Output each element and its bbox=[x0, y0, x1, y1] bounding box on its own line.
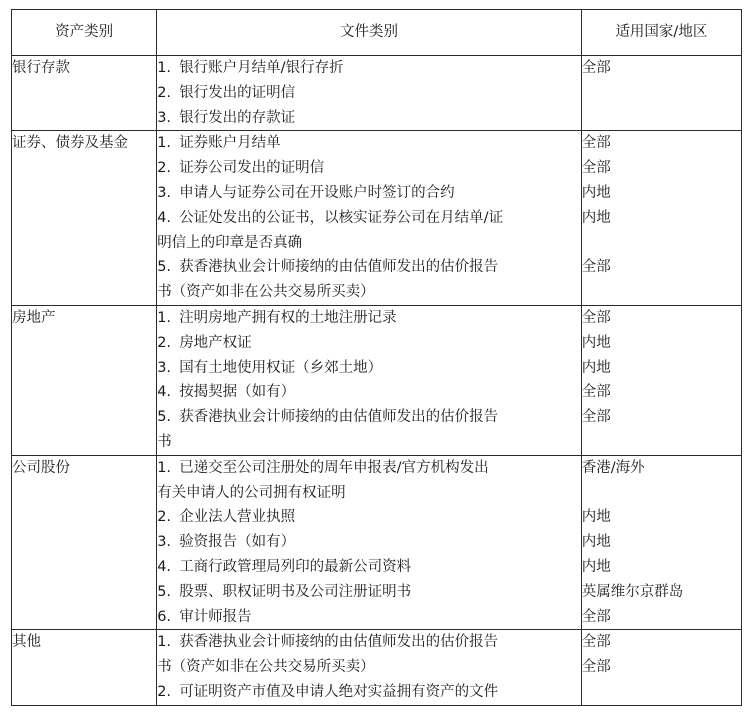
item-text: 银行发出的证明信 bbox=[179, 84, 296, 101]
item-number: 4. bbox=[157, 384, 172, 401]
item-number: 3. bbox=[157, 534, 172, 551]
region-value: 内地 bbox=[581, 359, 611, 376]
item-text-continuation: 书（资产如非在公共交易所买卖） bbox=[157, 659, 375, 676]
document-item bbox=[157, 605, 581, 630]
document-item bbox=[157, 356, 581, 381]
item-number: 1. bbox=[157, 309, 172, 326]
region-value: 全部 bbox=[581, 135, 611, 152]
item-number: 1. bbox=[157, 459, 172, 476]
document-item bbox=[157, 405, 581, 430]
header-asset-category: 资产类别 bbox=[12, 10, 157, 56]
item-text-continuation: 明信上的印章是否真确 bbox=[157, 234, 303, 251]
item-text: 注明房地产拥有权的土地注册记录 bbox=[179, 309, 397, 326]
applicable-region-cell bbox=[581, 305, 741, 455]
item-text-continuation: 书 bbox=[157, 433, 172, 450]
document-item bbox=[157, 580, 581, 605]
item-text: 已递交至公司注册处的周年申报表/官方机构发出 bbox=[179, 459, 489, 476]
item-number: 2. bbox=[157, 160, 172, 177]
item-text: 验资报告（如有） bbox=[179, 534, 296, 551]
item-number: 3. bbox=[157, 359, 172, 376]
table-row bbox=[12, 455, 742, 630]
document-list-cell bbox=[157, 56, 582, 131]
item-number: 3. bbox=[157, 184, 172, 201]
asset-documents-table bbox=[11, 9, 742, 706]
document-item bbox=[157, 106, 581, 131]
region-value: 内地 bbox=[581, 334, 611, 351]
document-item bbox=[157, 81, 581, 106]
region-value: 全部 bbox=[581, 384, 611, 401]
document-item bbox=[157, 156, 581, 181]
region-value: 全部 bbox=[581, 608, 611, 625]
applicable-region-cell bbox=[581, 455, 741, 630]
item-number: 2. bbox=[157, 334, 172, 351]
region-value: 内地 bbox=[581, 209, 611, 226]
document-list-cell bbox=[157, 630, 582, 705]
table-row bbox=[12, 305, 742, 455]
region-value: 香港/海外 bbox=[581, 459, 645, 476]
table-row bbox=[12, 131, 742, 306]
applicable-region-cell bbox=[581, 56, 741, 131]
region-value bbox=[582, 481, 741, 506]
item-text: 获香港执业会计师接纳的由估值师发出的估价报告 bbox=[179, 634, 499, 651]
item-text: 银行账户月结单/银行存折 bbox=[179, 60, 344, 76]
asset-category-cell: 房地产 bbox=[12, 305, 157, 455]
region-value: 内地 bbox=[581, 534, 611, 551]
item-text: 证券公司发出的证明信 bbox=[179, 160, 325, 177]
item-text-continuation: 有关申请人的公司拥有权证明 bbox=[157, 484, 346, 501]
item-number: 5. bbox=[157, 259, 172, 276]
table-row bbox=[12, 56, 742, 131]
document-item bbox=[157, 255, 581, 280]
item-number: 5. bbox=[157, 409, 172, 426]
applicable-region-cell bbox=[581, 630, 741, 705]
document-item bbox=[157, 206, 581, 231]
item-number: 1. bbox=[157, 634, 172, 651]
region-value bbox=[582, 231, 741, 256]
document-item bbox=[157, 56, 581, 81]
document-list-cell bbox=[157, 455, 582, 630]
region-value: 全部 bbox=[581, 259, 611, 276]
item-text: 企业法人营业执照 bbox=[179, 509, 296, 526]
document-item bbox=[157, 530, 581, 555]
item-number: 3. bbox=[157, 109, 172, 126]
asset-category-cell: 公司股份 bbox=[12, 455, 157, 630]
document-item bbox=[157, 131, 581, 156]
item-text: 可证明资产市值及申请人绝对实益拥有资产的文件 bbox=[179, 683, 499, 700]
document-item bbox=[157, 306, 581, 331]
item-number: 1. bbox=[157, 135, 172, 152]
item-text: 公证处发出的公证书，以核实证券公司在月结单/证 bbox=[179, 209, 504, 226]
item-text: 获香港执业会计师接纳的由估值师发出的估价报告 bbox=[179, 259, 499, 276]
region-value: 全部 bbox=[581, 309, 611, 326]
item-number: 4. bbox=[157, 558, 172, 575]
document-list-cell bbox=[157, 131, 582, 306]
item-text-continuation: 书（资产如非在公共交易所买卖） bbox=[157, 284, 375, 301]
document-item bbox=[157, 505, 581, 530]
item-number: 4. bbox=[157, 209, 172, 226]
document-item bbox=[157, 630, 581, 655]
item-number: 6. bbox=[157, 608, 172, 625]
item-number: 5. bbox=[157, 583, 172, 600]
region-value: 全部 bbox=[581, 409, 611, 426]
item-text: 银行发出的存款证 bbox=[179, 109, 296, 126]
asset-category-cell: 证券、债券及基金 bbox=[12, 131, 157, 306]
item-text: 审计师报告 bbox=[179, 608, 252, 625]
document-item bbox=[157, 680, 581, 705]
item-text: 房地产权证 bbox=[179, 334, 252, 351]
item-text: 工商行政管理局列印的最新公司资料 bbox=[179, 558, 412, 575]
region-value: 内地 bbox=[581, 509, 611, 526]
region-value: 全部 bbox=[581, 659, 611, 676]
item-text: 按揭契据（如有） bbox=[179, 384, 296, 401]
document-item bbox=[157, 331, 581, 356]
document-item bbox=[157, 380, 581, 405]
region-value: 内地 bbox=[581, 184, 611, 201]
region-value: 内地 bbox=[581, 558, 611, 575]
asset-category-cell: 银行存款 bbox=[12, 56, 157, 131]
table-row bbox=[12, 630, 742, 705]
table-header-row bbox=[12, 10, 742, 56]
header-applicable-region: 适用国家/地区 bbox=[581, 10, 741, 56]
item-text: 获香港执业会计师接纳的由估值师发出的估价报告 bbox=[179, 409, 499, 426]
region-value: 英属维尔京群岛 bbox=[581, 583, 684, 600]
item-number: 1. bbox=[157, 60, 172, 76]
document-item bbox=[157, 555, 581, 580]
item-text: 证券账户月结单 bbox=[179, 135, 281, 152]
table-body bbox=[12, 56, 742, 706]
header-document-category: 文件类别 bbox=[157, 10, 582, 56]
region-value: 全部 bbox=[581, 634, 611, 651]
asset-category-cell: 其他 bbox=[12, 630, 157, 705]
item-number: 2. bbox=[157, 84, 172, 101]
item-text: 国有土地使用权证（乡郊土地） bbox=[179, 359, 383, 376]
item-number: 2. bbox=[157, 509, 172, 526]
document-item bbox=[157, 456, 581, 481]
item-text: 股票、职权证明书及公司注册证明书 bbox=[179, 583, 412, 600]
region-value: 全部 bbox=[581, 60, 611, 76]
region-value: 全部 bbox=[581, 160, 611, 177]
applicable-region-cell bbox=[581, 131, 741, 306]
item-number: 2. bbox=[157, 683, 172, 700]
item-text: 申请人与证券公司在开设账户时签订的合约 bbox=[179, 184, 455, 201]
document-item bbox=[157, 181, 581, 206]
document-list-cell bbox=[157, 305, 582, 455]
